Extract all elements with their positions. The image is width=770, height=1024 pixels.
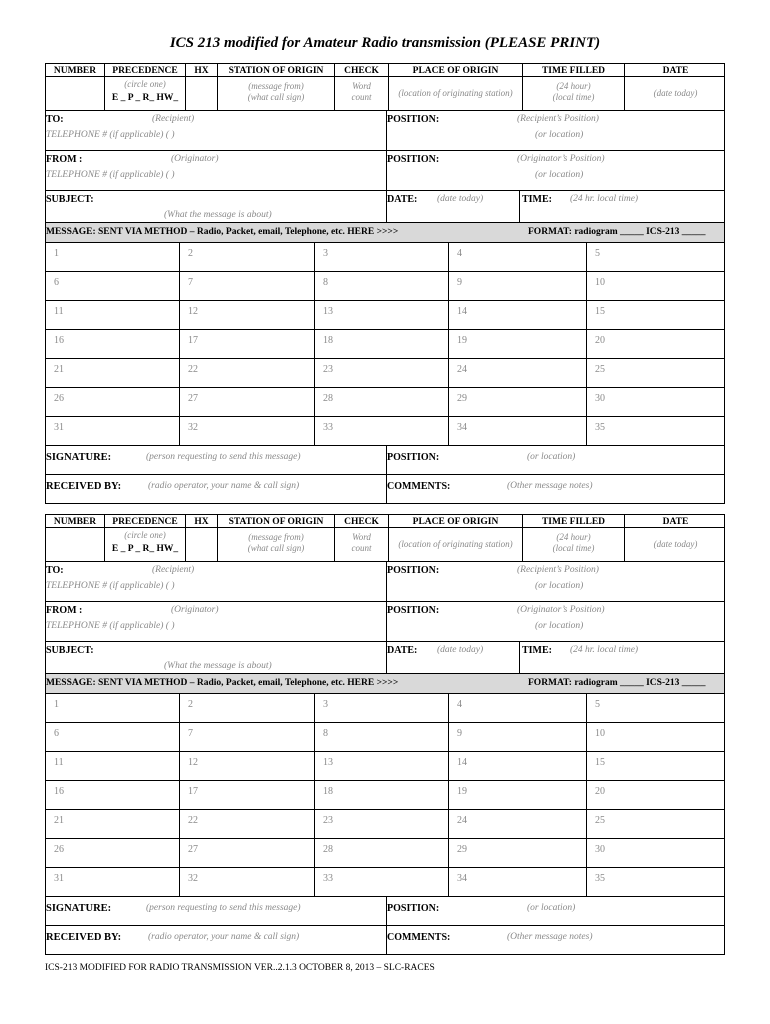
word-cell[interactable]: 8: [314, 723, 448, 751]
hint-text: (24 hour): [556, 81, 591, 91]
word-cell[interactable]: 24: [448, 810, 586, 838]
date-hint: (date today): [437, 645, 484, 655]
date-label: DATE:: [387, 194, 418, 205]
hint-text: (circle one): [124, 79, 166, 89]
from-label: FROM :: [46, 154, 83, 165]
word-cell[interactable]: 27: [179, 839, 314, 867]
field-time_filled[interactable]: [522, 77, 624, 110]
word-cell[interactable]: 7: [179, 723, 314, 751]
signature-row-right[interactable]: [386, 897, 724, 925]
received-hint: (radio operator, your name & call sign): [148, 481, 300, 491]
from-row-left[interactable]: [46, 602, 386, 641]
header-station: STATION OF ORIGIN: [217, 64, 334, 76]
grid-row: [46, 694, 724, 723]
signature-hint: (person requesting to send this message): [146, 903, 301, 913]
precedence-options[interactable]: E _ P _ R_ HW_: [111, 544, 179, 554]
originator-hint: (Originator): [171, 154, 219, 164]
word-cell[interactable]: 2: [179, 243, 314, 271]
header-row: [45, 514, 725, 528]
word-cell[interactable]: 30: [586, 839, 726, 867]
word-cell[interactable]: 5: [586, 243, 726, 271]
subject-label: SUBJECT:: [46, 645, 94, 656]
message-word-grid: [45, 694, 725, 897]
word-cell[interactable]: 23: [314, 359, 448, 387]
word-cell[interactable]: 9: [448, 723, 586, 751]
word-cell[interactable]: 6: [54, 277, 59, 288]
header-date: DATE: [624, 64, 726, 76]
hint-text: (local time): [552, 543, 595, 553]
time-hint: (24 hr. local time): [570, 194, 639, 204]
received-row: [45, 475, 725, 504]
hint-text: (local time): [552, 92, 595, 102]
grid-row: [46, 301, 724, 330]
field-precedence[interactable]: [104, 77, 185, 110]
field-date[interactable]: [624, 528, 726, 561]
word-cell[interactable]: 35: [586, 417, 726, 445]
grid-row: [46, 417, 724, 446]
signature-row-right[interactable]: [386, 446, 724, 474]
word-cell[interactable]: 1: [54, 248, 59, 259]
word-cell[interactable]: 29: [448, 839, 586, 867]
header-values-row: [45, 77, 725, 111]
to-row: [45, 562, 725, 602]
signature-row-left[interactable]: [46, 897, 386, 925]
grid-row: [46, 752, 724, 781]
telephone-hint: TELEPHONE # (if applicable) ( ): [46, 130, 175, 140]
subject-field[interactable]: [46, 191, 386, 222]
header-check: CHECK: [334, 515, 388, 527]
message-method-label: MESSAGE: SENT VIA METHOD – Radio, Packet, email, Telephone, etc. HERE >>>>: [46, 227, 399, 237]
field-number[interactable]: [46, 77, 104, 110]
word-cell[interactable]: 11: [54, 306, 64, 317]
word-cell[interactable]: 13: [314, 752, 448, 780]
word-cell[interactable]: 30: [586, 388, 726, 416]
position-label: POSITION:: [387, 452, 440, 463]
telephone-hint: TELEPHONE # (if applicable) ( ): [46, 581, 175, 591]
hint-text: (location of originating station): [398, 88, 513, 98]
hint-text: count: [351, 543, 372, 553]
header-check: CHECK: [334, 64, 388, 76]
hint-text: count: [351, 92, 372, 102]
header-hx: HX: [185, 515, 217, 527]
originator-position-hint: (Originator’s Position): [517, 154, 605, 164]
location-hint: (or location): [535, 621, 584, 631]
word-cell[interactable]: 3: [314, 694, 448, 722]
word-cell[interactable]: 26: [54, 844, 64, 855]
to-row: [45, 111, 725, 151]
position-label: POSITION:: [387, 154, 440, 165]
position-label: POSITION:: [387, 903, 440, 914]
header-place: PLACE OF ORIGIN: [388, 64, 522, 76]
header-place: PLACE OF ORIGIN: [388, 515, 522, 527]
header-row: [45, 63, 725, 77]
originator-position-hint: (Originator’s Position): [517, 605, 605, 615]
header-precedence: PRECEDENCE: [104, 515, 185, 527]
position-label: POSITION:: [387, 565, 440, 576]
word-cell[interactable]: 27: [179, 388, 314, 416]
from-row-right[interactable]: [386, 602, 724, 641]
word-cell[interactable]: 21: [54, 815, 64, 826]
comments-label: COMMENTS:: [387, 481, 451, 492]
field-place[interactable]: [388, 528, 522, 561]
word-cell[interactable]: 23: [314, 810, 448, 838]
word-cell[interactable]: 2: [179, 694, 314, 722]
grid-row: [46, 359, 724, 388]
word-cell[interactable]: 34: [448, 868, 586, 896]
form-title: ICS 213 modified for Amateur Radio transmission (PLEASE PRINT): [169, 35, 601, 51]
message-word-grid: [45, 243, 725, 446]
word-cell[interactable]: 20: [586, 781, 726, 809]
word-cell[interactable]: 17: [179, 781, 314, 809]
word-cell[interactable]: 20: [586, 330, 726, 358]
received-row-right[interactable]: [386, 926, 724, 954]
word-cell[interactable]: 7: [179, 272, 314, 300]
field-hx[interactable]: [185, 528, 217, 561]
word-cell[interactable]: 25: [586, 810, 726, 838]
location-hint: (or location): [535, 170, 584, 180]
word-cell[interactable]: 5: [586, 694, 726, 722]
word-cell[interactable]: 33: [314, 868, 448, 896]
word-cell[interactable]: 15: [586, 301, 726, 329]
message-method-label: MESSAGE: SENT VIA METHOD – Radio, Packet, email, Telephone, etc. HERE >>>>: [46, 678, 399, 688]
word-cell[interactable]: 35: [586, 868, 726, 896]
header-time_filled: TIME FILLED: [522, 515, 624, 527]
word-cell[interactable]: 19: [448, 781, 586, 809]
header-date: DATE: [624, 515, 726, 527]
grid-row: [46, 330, 724, 359]
word-cell[interactable]: 29: [448, 388, 586, 416]
signature-hint: (person requesting to send this message): [146, 452, 301, 462]
hint-text: Word: [352, 532, 371, 542]
to-row-right[interactable]: [386, 111, 724, 150]
recipient-position-hint: (Recipient’s Position): [517, 114, 599, 124]
field-hx[interactable]: [185, 77, 217, 110]
field-date[interactable]: [624, 77, 726, 110]
received-row-left[interactable]: [46, 926, 386, 954]
time-label: TIME:: [522, 194, 552, 205]
signature-label: SIGNATURE:: [46, 452, 112, 463]
hint-text: (what call sign): [247, 543, 305, 553]
header-number: NUMBER: [53, 66, 97, 76]
word-cell[interactable]: 28: [314, 388, 448, 416]
header-station: STATION OF ORIGIN: [217, 515, 334, 527]
recipient-position-hint: (Recipient’s Position): [517, 565, 599, 575]
word-cell[interactable]: 18: [314, 330, 448, 358]
word-cell[interactable]: 14: [448, 301, 586, 329]
word-cell[interactable]: 9: [448, 272, 586, 300]
word-cell[interactable]: 11: [54, 757, 64, 768]
word-cell[interactable]: 31: [54, 873, 64, 884]
grid-row: [46, 243, 724, 272]
format-label: FORMAT: radiogram _____ ICS-213 _____: [528, 678, 706, 688]
date-field[interactable]: [386, 642, 519, 673]
received-by-label: RECEIVED BY:: [46, 481, 122, 492]
location-hint: (or location): [535, 581, 584, 591]
originator-hint: (Originator): [171, 605, 219, 615]
word-cell[interactable]: 4: [448, 694, 586, 722]
comments-hint: (Other message notes): [507, 481, 593, 491]
time-field[interactable]: [519, 642, 724, 673]
precedence-options[interactable]: E _ P _ R_ HW_: [111, 93, 179, 103]
signature-row: [45, 897, 725, 926]
footer-text: ICS-213 MODIFIED FOR RADIO TRANSMISSION VER..2.1.3 OCTOBER 8, 2013 – SLC-RACES: [45, 963, 435, 973]
bottom-form: [45, 514, 725, 955]
top-form: [45, 63, 725, 504]
to-label: TO:: [46, 565, 64, 576]
word-cell[interactable]: 13: [314, 301, 448, 329]
grid-row: [46, 839, 724, 868]
field-time_filled[interactable]: [522, 528, 624, 561]
field-check[interactable]: [334, 528, 388, 561]
field-number[interactable]: [46, 528, 104, 561]
subject-field[interactable]: [46, 642, 386, 673]
comments-label: COMMENTS:: [387, 932, 451, 943]
comments-hint: (Other message notes): [507, 932, 593, 942]
recipient-hint: (Recipient): [152, 114, 195, 124]
header-values-row: [45, 528, 725, 562]
word-cell[interactable]: 8: [314, 272, 448, 300]
hint-text: (24 hour): [556, 532, 591, 542]
word-cell[interactable]: 32: [179, 417, 314, 445]
to-row-left[interactable]: [46, 111, 386, 150]
to-row-left[interactable]: [46, 562, 386, 601]
word-cell[interactable]: 15: [586, 752, 726, 780]
header-precedence: PRECEDENCE: [104, 64, 185, 76]
word-cell[interactable]: 3: [314, 243, 448, 271]
date-field[interactable]: [386, 191, 519, 222]
hint-text: (location of originating station): [398, 539, 513, 549]
from-row: [45, 151, 725, 191]
message-bar: [45, 674, 725, 694]
hint-text: (message from): [248, 81, 304, 91]
grid-row: [46, 388, 724, 417]
word-cell[interactable]: 21: [54, 364, 64, 375]
hint-text: (date today): [653, 88, 698, 98]
grid-row: [46, 868, 724, 897]
grid-row: [46, 781, 724, 810]
hint-text: (what call sign): [247, 92, 305, 102]
position-label: POSITION:: [387, 114, 440, 125]
subject-row: [45, 642, 725, 674]
hint-text: (message from): [248, 532, 304, 542]
location-hint: (or location): [527, 452, 576, 462]
word-cell[interactable]: 25: [586, 359, 726, 387]
location-hint: (or location): [527, 903, 576, 913]
from-row-left[interactable]: [46, 151, 386, 190]
signature-row-left[interactable]: [46, 446, 386, 474]
format-label: FORMAT: radiogram _____ ICS-213 _____: [528, 227, 706, 237]
word-cell[interactable]: 12: [179, 301, 314, 329]
word-cell[interactable]: 19: [448, 330, 586, 358]
from-row: [45, 602, 725, 642]
received-by-label: RECEIVED BY:: [46, 932, 122, 943]
subject-row: [45, 191, 725, 223]
signature-label: SIGNATURE:: [46, 903, 112, 914]
word-cell[interactable]: 10: [586, 272, 726, 300]
time-hint: (24 hr. local time): [570, 645, 639, 655]
word-cell[interactable]: 4: [448, 243, 586, 271]
received-hint: (radio operator, your name & call sign): [148, 932, 300, 942]
received-row-left[interactable]: [46, 475, 386, 503]
grid-row: [46, 810, 724, 839]
word-cell[interactable]: 18: [314, 781, 448, 809]
header-hx: HX: [185, 64, 217, 76]
word-cell[interactable]: 14: [448, 752, 586, 780]
subject-hint: (What the message is about): [164, 661, 272, 671]
grid-row: [46, 272, 724, 301]
hint-text: (circle one): [124, 530, 166, 540]
received-row: [45, 926, 725, 955]
subject-hint: (What the message is about): [164, 210, 272, 220]
to-row-right[interactable]: [386, 562, 724, 601]
time-field[interactable]: [519, 191, 724, 222]
field-precedence[interactable]: [104, 528, 185, 561]
word-cell[interactable]: 16: [54, 786, 64, 797]
header-number: NUMBER: [53, 517, 97, 527]
word-cell[interactable]: 1: [54, 699, 59, 710]
signature-row: [45, 446, 725, 475]
date-hint: (date today): [437, 194, 484, 204]
word-cell[interactable]: 22: [179, 359, 314, 387]
telephone-hint: TELEPHONE # (if applicable) ( ): [46, 621, 175, 631]
word-cell[interactable]: 28: [314, 839, 448, 867]
header-time_filled: TIME FILLED: [522, 64, 624, 76]
telephone-hint: TELEPHONE # (if applicable) ( ): [46, 170, 175, 180]
word-cell[interactable]: 24: [448, 359, 586, 387]
word-cell[interactable]: 34: [448, 417, 586, 445]
word-cell[interactable]: 32: [179, 868, 314, 896]
word-cell[interactable]: 22: [179, 810, 314, 838]
field-check[interactable]: [334, 77, 388, 110]
time-label: TIME:: [522, 645, 552, 656]
subject-label: SUBJECT:: [46, 194, 94, 205]
hint-text: Word: [352, 81, 371, 91]
word-cell[interactable]: 17: [179, 330, 314, 358]
field-station[interactable]: [217, 528, 334, 561]
received-row-right[interactable]: [386, 475, 724, 503]
location-hint: (or location): [535, 130, 584, 140]
from-row-right[interactable]: [386, 151, 724, 190]
from-label: FROM :: [46, 605, 83, 616]
word-cell[interactable]: 6: [54, 728, 59, 739]
word-cell[interactable]: 16: [54, 335, 64, 346]
word-cell[interactable]: 31: [54, 422, 64, 433]
date-label: DATE:: [387, 645, 418, 656]
word-cell[interactable]: 33: [314, 417, 448, 445]
position-label: POSITION:: [387, 605, 440, 616]
grid-row: [46, 723, 724, 752]
field-place[interactable]: [388, 77, 522, 110]
word-cell[interactable]: 10: [586, 723, 726, 751]
recipient-hint: (Recipient): [152, 565, 195, 575]
hint-text: (date today): [653, 539, 698, 549]
word-cell[interactable]: 26: [54, 393, 64, 404]
message-bar: [45, 223, 725, 243]
word-cell[interactable]: 12: [179, 752, 314, 780]
to-label: TO:: [46, 114, 64, 125]
field-station[interactable]: [217, 77, 334, 110]
